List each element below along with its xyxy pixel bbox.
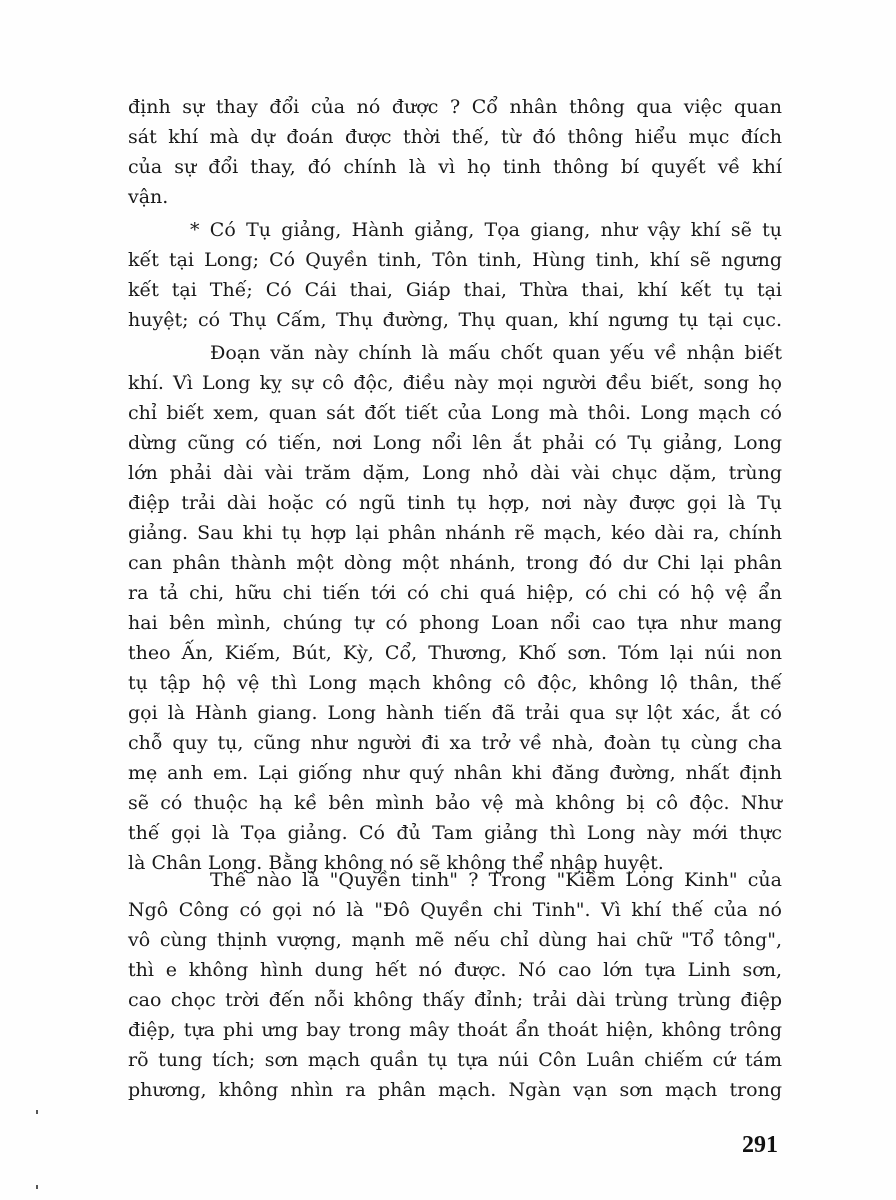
text-line: can phân thành một dòng một nhánh, trong đó dư Chi lại phân <box>128 552 782 574</box>
text-line: cao chọc trời đến nỗi không thấy đỉnh; trải dài trùng trùng điệp <box>128 989 782 1011</box>
paragraph-quyen-tinh <box>128 865 782 1105</box>
text-line: sẽ có thuộc hạ kề bên mình bảo vệ mà không bị cô độc. Như <box>128 792 782 814</box>
text-line: rõ tung tích; sơn mạch quần tụ tựa núi Côn Luân chiếm cứ tám <box>128 1049 782 1071</box>
text-line: chỉ biết xem, quan sát đốt tiết của Long mà thôi. Long mạch có <box>128 402 782 424</box>
text-line: Ngô Công có gọi nó là "Đô Quyền chi Tinh". Vì khí thế của nó <box>128 899 782 921</box>
text-line: mẹ anh em. Lại giống như quý nhân khi đăng đường, nhất định <box>128 762 782 784</box>
text-line: dừng cũng có tiến, nơi Long nổi lên ắt phải có Tụ giảng, Long <box>128 432 782 454</box>
text-line: thì e không hình dung hết nó được. Nó cao lớn tựa Linh sơn, <box>128 959 782 981</box>
text-line: của sự đổi thay, đó chính là vì họ tinh thông bí quyết về khí <box>128 156 782 178</box>
text-line: định sự thay đổi của nó được ? Cổ nhân thông qua việc quan <box>128 96 782 118</box>
paragraph-explanation <box>128 338 782 878</box>
text-line: lớn phải dài vài trăm dặm, Long nhỏ dài vài chục dặm, trùng <box>128 462 782 484</box>
text-line: điệp, tựa phi ưng bay trong mây thoát ẩn thoát hiện, không trông <box>128 1019 782 1041</box>
paragraph-quotation <box>128 215 782 335</box>
text-line: giảng. Sau khi tụ hợp lại phân nhánh rẽ mạch, kéo dài ra, chính <box>128 522 782 544</box>
text-line: thế gọi là Tọa giảng. Có đủ Tam giảng thì Long này mới thực <box>128 822 782 844</box>
text-line: theo Ấn, Kiếm, Bút, Kỳ, Cổ, Thương, Khố sơn. Tóm lại núi non <box>128 642 782 664</box>
text-line: tụ tập hộ vệ thì Long mạch không cô độc, không lộ thân, thế <box>128 672 782 694</box>
paragraph-continuation <box>128 92 782 212</box>
text-line: Đoạn văn này chính là mấu chốt quan yếu về nhận biết <box>210 342 782 364</box>
text-line: phương, không nhìn ra phân mạch. Ngàn vạn sơn mạch trong <box>128 1079 782 1101</box>
text-line: khí. Vì Long kỵ sự cô độc, điều này mọi người đều biết, song họ <box>128 372 782 394</box>
text-line: gọi là Hành giang. Long hành tiến đã trải qua sự lột xác, ắt có <box>128 702 782 724</box>
text-line: vô cùng thịnh vượng, mạnh mẽ nếu chỉ dùng hai chữ "Tổ tông", <box>128 929 782 951</box>
page-number: 291 <box>742 1132 778 1158</box>
text-line: kết tại Long; Có Quyền tinh, Tôn tinh, Hùng tinh, khí sẽ ngưng <box>128 249 782 271</box>
scan-speck <box>36 1110 38 1114</box>
text-line: là Chân Long. Bằng không nó sẽ không thể nhập huyệt. <box>128 852 664 874</box>
scan-speck <box>36 1185 38 1189</box>
text-line: huyệt; có Thụ Cấm, Thụ đường, Thụ quan, khí ngưng tụ tại cục. <box>128 309 782 331</box>
text-line: điệp trải dài hoặc có ngũ tinh tụ hợp, nơi này được gọi là Tụ <box>128 492 782 514</box>
text-line: chỗ quy tụ, cũng như người đi xa trở về nhà, đoàn tụ cùng cha <box>128 732 782 754</box>
text-line: ra tả chi, hữu chi tiến tới có chi quá hiệp, có chi có hộ vệ ẩn <box>128 582 782 604</box>
text-line: vận. <box>128 186 169 208</box>
text-line: * Có Tụ giảng, Hành giảng, Tọa giang, như vậy khí sẽ tụ <box>190 219 782 241</box>
text-line: sát khí mà dự đoán được thời thế, từ đó thông hiểu mục đích <box>128 126 782 148</box>
text-line: kết tại Thế; Có Cái thai, Giáp thai, Thừa thai, khí kết tụ tại <box>128 279 782 301</box>
text-line: Thế nào là "Quyền tinh" ? Trong "Kiềm Long Kinh" của <box>210 869 782 891</box>
text-line: hai bên mình, chúng tự có phong Loan nổi cao tựa như mang <box>128 612 782 634</box>
